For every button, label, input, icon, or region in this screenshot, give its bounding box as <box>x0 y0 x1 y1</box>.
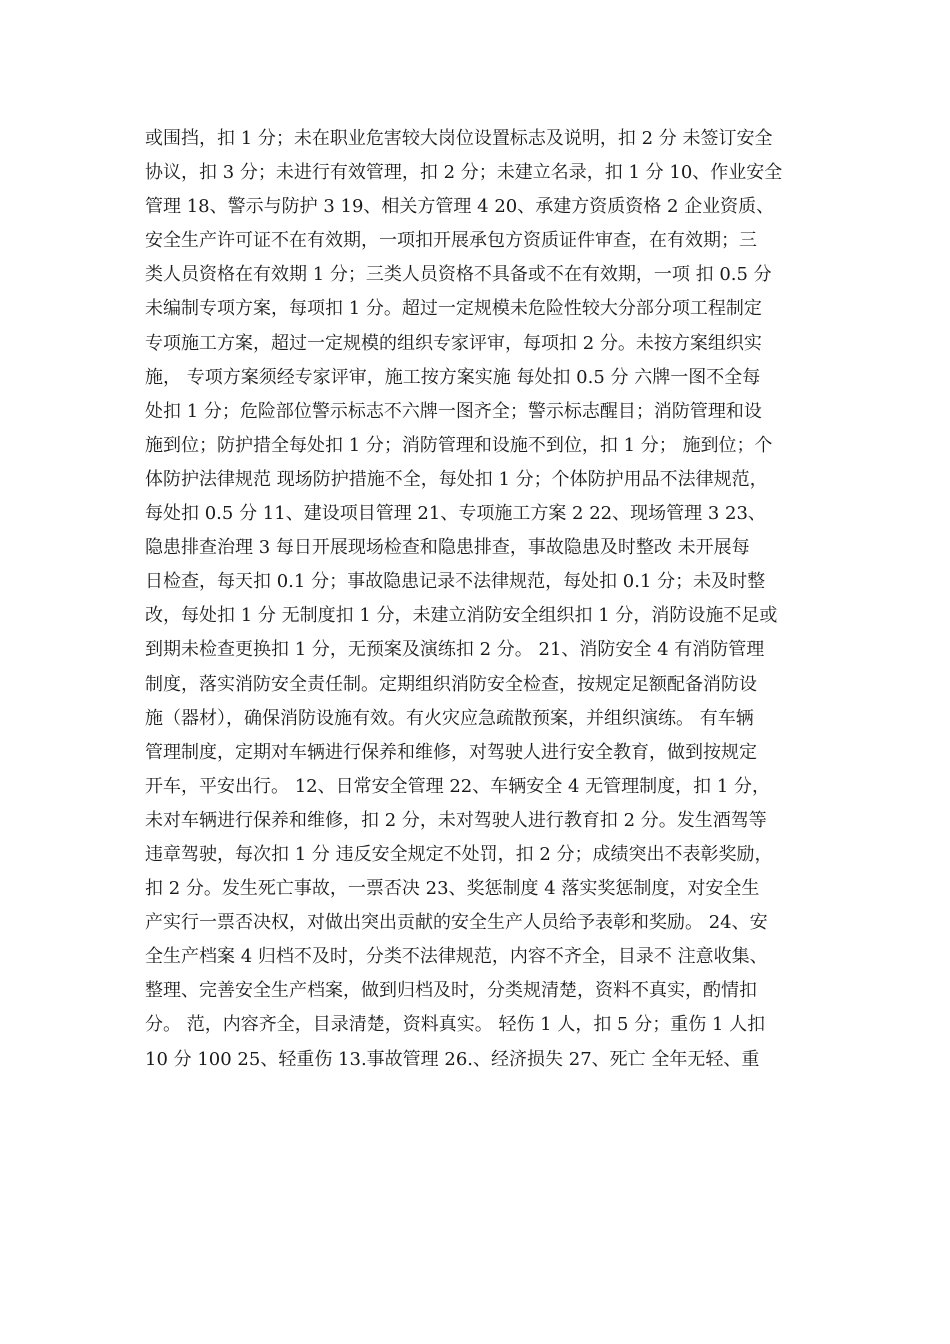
text-line: 违章驾驶，每次扣 1 分 违反安全规定不处罚，扣 2 分；成绩突出不表彰奖励， <box>145 843 773 865</box>
text-line: 未编制专项方案，每项扣 1 分。超过一定规模未危险性较大分部分项工程制定 <box>145 298 762 320</box>
text-line: 全生产档案 4 归档不及时，分类不法律规范，内容不齐全，目录不 注意收集、 <box>145 946 768 968</box>
text-line: 未对车辆进行保养和维修，扣 2 分，未对驾驶人进行教育扣 2 分。发生酒驾等 <box>145 809 767 831</box>
text-line: 管理 18、警示与防护 3 19、相关方管理 4 20、承建方资质资格 2 企业资质、 <box>145 196 775 218</box>
text-line: 体防护法律规范 现场防护措施不全，每处扣 1 分；个体防护用品不法律规范， <box>145 468 768 490</box>
text-line: 类人员资格在有效期 1 分；三类人员资格不具备或不在有效期，一项 扣 0.5 分 <box>145 264 772 286</box>
text-line: 分。 范，内容齐全，目录清楚，资料真实。 轻伤 1 人，扣 5 分；重伤 1 人扣 <box>145 1014 766 1036</box>
text-line: 改，每处扣 1 分 无制度扣 1 分，未建立消防安全组织扣 1 分，消防设施不足或 <box>145 605 778 627</box>
text-line: 到期未检查更换扣 1 分，无预案及演练扣 2 分。 21、消防安全 4 有消防管理 <box>145 639 765 661</box>
text-line: 10 分 100 25、轻重伤 13.事故管理 26.、经济损失 27、死亡 全年无轻、重 <box>145 1048 760 1070</box>
text-line: 日检查，每天扣 0.1 分；事故隐患记录不法律规范，每处扣 0.1 分；未及时整 <box>145 571 766 593</box>
text-line: 扣 2 分。发生死亡事故，一票否决 23、奖惩制度 4 落实奖惩制度，对安全生 <box>145 878 760 900</box>
body-text <box>145 122 815 1077</box>
text-line: 产实行一票否决权，对做出突出贡献的安全生产人员给予表彰和奖励。 24、安 <box>145 912 768 934</box>
text-line: 协议，扣 3 分；未进行有效管理，扣 2 分；未建立名录，扣 1 分 10、作业安全 <box>145 162 783 184</box>
text-line: 整理、完善安全生产档案，做到归档及时，分类规清楚，资料不真实，酌情扣 <box>145 980 757 1002</box>
text-line: 开车，平安出行。 12、日常安全管理 22、车辆安全 4 无管理制度，扣 1 分， <box>145 775 771 797</box>
text-line: 施， 专项方案须经专家评审，施工按方案实施 每处扣 0.5 分 六牌一图不全每 <box>145 366 761 388</box>
text-line: 施（器材），确保消防设施有效。有火灾应急疏散预案，并组织演练。 有车辆 <box>145 707 754 729</box>
text-line: 制度，落实消防安全责任制。定期组织消防安全检查，按规定足额配备消防设 <box>145 673 757 695</box>
text-line: 专项施工方案，超过一定规模的组织专家评审，每项扣 2 分。未按方案组织实 <box>145 332 762 354</box>
text-line: 安全生产许可证不在有效期，一项扣开展承包方资质证件审查，在有效期；三 <box>145 230 757 252</box>
text-line: 处扣 1 分；危险部位警示标志不六牌一图齐全；警示标志醒目；消防管理和设 <box>145 400 762 422</box>
text-line: 隐患排查治理 3 每日开展现场检查和隐患排查，事故隐患及时整改 未开展每 <box>145 537 750 559</box>
text-line: 施到位；防护措全每处扣 1 分；消防管理和设施不到位，扣 1 分； 施到位；个 <box>145 434 773 456</box>
text-line: 每处扣 0.5 分 11、建设项目管理 21、专项施工方案 2 22、现场管理 3 23、 <box>145 503 766 525</box>
text-line: 管理制度，定期对车辆进行保养和维修，对驾驶人进行安全教育，做到按规定 <box>145 741 757 763</box>
text-line: 或围挡，扣 1 分；未在职业危害较大岗位设置标志及说明，扣 2 分 未签订安全 <box>145 128 773 149</box>
